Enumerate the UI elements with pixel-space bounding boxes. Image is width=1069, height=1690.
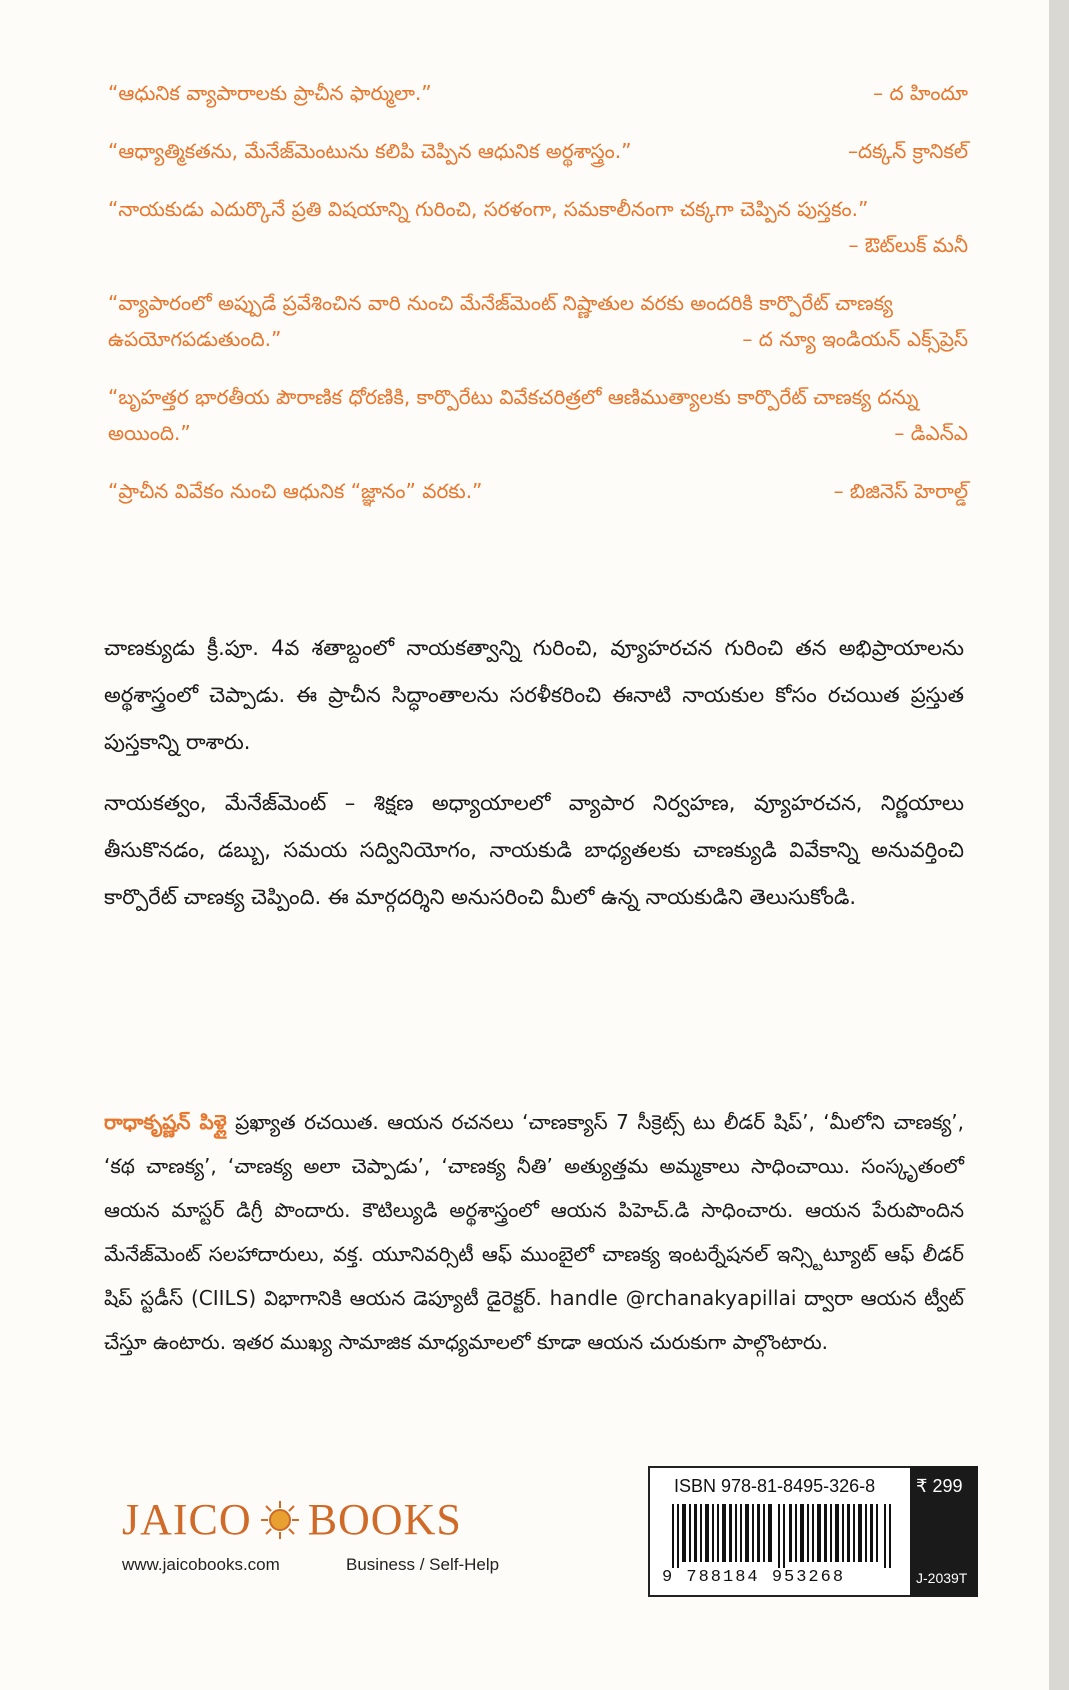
price: ₹ 299 bbox=[916, 1476, 963, 1496]
quote-text: “బృహత్తర భారతీయ పౌరాణిక ధోరణికి, కార్పొరేటు వివేకచరిత్రలో ఆణిముత్యాలకు కార్పొరేట్ చాణక్య దన్ను అయింది.” bbox=[108, 385, 919, 445]
quote-source: – డిఎన్ఎ bbox=[894, 421, 968, 445]
review-quote bbox=[108, 191, 968, 263]
description-paragraph: చాణక్యుడు క్రీ.పూ. 4వ శతాబ్దంలో నాయకత్వాన్ని గురించి, వ్యూహరచన గురించి తన అభిప్రాయాలను అర్థశాస్త్రంలో చెప్పాడు. ఈ ప్రాచీన సిద్ధాంతాలను సరళీకరించి ఈనాటి నాయకుల కోసం రచయిత ప్రస్తుత పుస్తకాన్ని రాశారు. bbox=[104, 636, 964, 754]
publisher-logo bbox=[122, 1494, 502, 1545]
author-bio bbox=[104, 1100, 964, 1364]
logo-word-right: BOOKS bbox=[307, 1495, 462, 1544]
barcode-digits: 9 788184 953268 bbox=[662, 1568, 846, 1587]
description-paragraph: నాయకత్వం, మేనేజ్‌మెంట్ – శిక్షణ అధ్యాయాలలో వ్యాపార నిర్వహణ, వ్యూహరచన, నిర్ణయాలు తీసుకొనడం, డబ్బు, సమయ సద్వినియోగం, నాయకుడి బాధ్యతలకు చాణక్యుడి వివేకాన్ని అనువర్తించి కార్పొరేట్ చాణక్య చెప్పింది. ఈ మార్గదర్శిని అనుసరించి మీలో ఉన్న నాయకుడిని తెలుసుకోండి. bbox=[104, 791, 964, 909]
quote-text: “వ్యాపారంలో అప్పుడే ప్రవేశించిన వారి నుంచి మేనేజ్‌మెంట్ నిష్ణాతుల వరకు అందరికి కార్పొరేట్ చాణక్య ఉపయోగపడుతుంది.” bbox=[108, 291, 893, 351]
quote-text: “ప్రాచీన వివేకం నుంచి ఆధునిక “జ్ఞానం” వరకు.” bbox=[108, 479, 483, 503]
quote-source: – ద న్యూ ఇండియన్ ఎక్స్‌ప్రెస్ bbox=[742, 327, 968, 351]
book-description bbox=[104, 625, 964, 935]
review-quotes bbox=[108, 75, 968, 531]
review-quote bbox=[108, 379, 968, 451]
product-code: J-2039T bbox=[916, 1570, 968, 1586]
sun-emblem-icon bbox=[260, 1500, 300, 1540]
review-quote bbox=[108, 133, 968, 169]
barcode-bars bbox=[672, 1504, 898, 1568]
quote-text: “ఆధ్యాత్మికతను, మేనేజ్‌మెంటును కలిపి చెప్పిన ఆధునిక అర్థశాస్త్రం.” bbox=[108, 139, 632, 163]
quote-text: “ఆధునిక వ్యాపారాలకు ప్రాచీన ఫార్ములా.” bbox=[108, 81, 432, 105]
price-tag bbox=[910, 1466, 978, 1597]
review-quote bbox=[108, 473, 968, 509]
quote-source: – ఔట్‌లుక్ మనీ bbox=[848, 233, 968, 257]
quote-text: “నాయకుడు ఎదుర్కొనే ప్రతి విషయాన్ని గురించి, సరళంగా, సమకాలీనంగా చక్కగా చెప్పిన పుస్తకం.” bbox=[108, 197, 869, 221]
quote-source: –దక్కన్ క్రానికల్ bbox=[848, 139, 968, 163]
author-name: రాధాకృష్ణన్ పిళ్లై bbox=[104, 1110, 227, 1134]
publisher-website: www.jaicobooks.com bbox=[122, 1555, 280, 1574]
review-quote bbox=[108, 285, 968, 357]
quote-source: – బిజినెస్ హెరాల్డ్ bbox=[833, 479, 968, 503]
quote-source: – ద హిందూ bbox=[873, 81, 968, 105]
review-quote bbox=[108, 75, 968, 111]
isbn-label: ISBN 978-81-8495-326-8 bbox=[674, 1476, 876, 1496]
author-bio-text: ప్రఖ్యాత రచయిత. ఆయన రచనలు ‘చాణక్యాస్ 7 సీక్రెట్స్ టు లీడర్ షిప్’, ‘మీలోని చాణక్య’, ‘కథ చాణక్య’, ‘చాణక్య అలా చెప్పాడు’, ‘చాణక్య నీతి’ అత్యుత్తమ అమ్మకాలు సాధించాయి. సంస్కృతంలో ఆయన మాస్టర్ డిగ్రీ పొందారు. కౌటిల్యుడి అర్థశాస్త్రంలో ఆయన పిహెచ్.డి సాధించారు. ఆయన పేరుపొందిన మేనేజ్‌మెంట్ సలహాదారులు, వక్త. యూనివర్సిటీ ఆఫ్ ముంబైలో చాణక్య ఇంటర్నేషనల్ ఇన్స్టిట్యూట్ ఆఫ్ లీడర్ షిప్ స్టడీస్ (CIILS) విభాగానికి ఆయన డెప్యూటీ డైరెక్టర్. handle @rchanakyapillai ద్వారా ఆయన ట్వీట్ చేస్తూ ఉంటారు. ఇతర ముఖ్య సామాజిక మాధ్యమాలలో కూడా ఆయన చురుకుగా పాల్గొంటారు. bbox=[104, 1110, 964, 1354]
book-category: Business / Self-Help bbox=[346, 1555, 500, 1574]
logo-word-left: JAICO bbox=[122, 1495, 252, 1544]
